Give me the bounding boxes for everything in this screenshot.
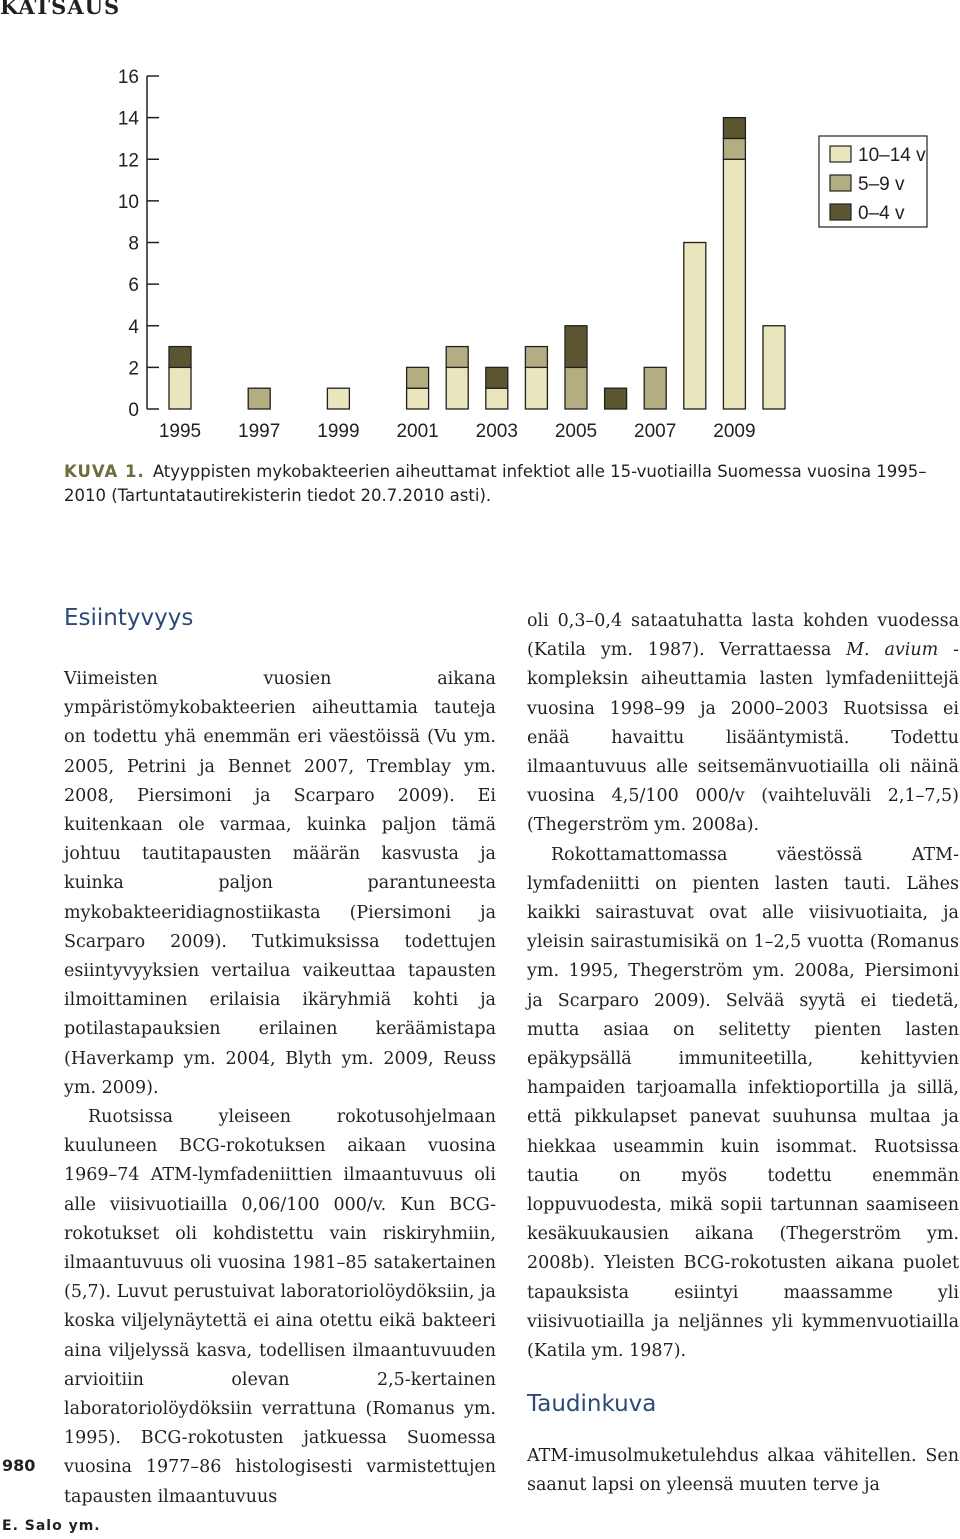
bar-segment xyxy=(565,367,587,409)
caption-label: KUVA 1. xyxy=(64,462,145,481)
page-number: 980 xyxy=(2,1456,36,1475)
bar-segment xyxy=(605,388,627,409)
paragraph: Ruotsissa yleiseen rokotusohjelmaan kuuluneen BCG-rokotuksen aikaan vuosina 1969–74 ATM-lymfadeniittien ilmaantuvuus oli alle viisivuotiailla 0,06/100 000/v. Kun BCG-rokotukset oli kohdistettu vain riskiryhmiin, ilmaantuvuus oli vuosina 1981–85 satakertainen (5,7). Luvut perustuivat laboratoriolöydöksiin, ja koska viljelynäytettä ei aina otettu eikä bakteeri aina viljelyssä kasva, todellisen ilmaantuvuuden arvioitiin olevan 2,5-kertainen laboratoriolöydöksiin verrattuna (Romanus ym. 1995). BCG-rokotusten jatkuessa Suomessa vuosina 1977–86 histologisesti varmistettujen tapausten ilmaantuvuus xyxy=(64,1107,496,1507)
bar-segment xyxy=(565,326,587,368)
x-tick-label: 2001 xyxy=(396,421,439,442)
bar-segment xyxy=(407,388,429,409)
stacked-bar-chart xyxy=(0,0,960,450)
x-axis xyxy=(159,421,756,442)
bar-segment xyxy=(525,347,547,368)
y-tick-label: 16 xyxy=(117,67,139,88)
x-tick-label: 1995 xyxy=(158,421,202,442)
bar-segment xyxy=(169,367,191,409)
legend-swatch xyxy=(830,204,851,220)
legend xyxy=(819,136,927,227)
bar-segment xyxy=(446,347,468,368)
bar-segment xyxy=(327,388,349,409)
x-tick-label: 2003 xyxy=(475,421,518,442)
y-tick-label: 14 xyxy=(117,108,139,130)
bar-segment xyxy=(723,118,745,139)
bar-segment xyxy=(486,367,508,388)
paragraph xyxy=(527,607,959,841)
right-column xyxy=(527,607,959,1501)
legend-entry: 5–9 v xyxy=(858,174,905,195)
section-heading-taudinkuva: Taudinkuva xyxy=(527,1391,657,1418)
bar-segment xyxy=(723,138,745,159)
bar-segment xyxy=(525,367,547,409)
x-tick-label: 1997 xyxy=(238,421,281,442)
bar-segment xyxy=(169,347,191,368)
paragraph: ATM-imusolmuketulehdus alkaa vähitellen. Sen saanut lapsi on yleensä muuten terve ja xyxy=(527,1446,959,1496)
bar-segment xyxy=(684,243,706,410)
bar-segment xyxy=(644,367,666,409)
figure-caption xyxy=(64,460,954,508)
y-tick-label: 8 xyxy=(128,233,139,255)
y-tick-label: 4 xyxy=(128,316,139,338)
y-tick-label: 10 xyxy=(117,191,139,213)
bar-segment xyxy=(248,388,270,409)
paragraph: Rokottamattomassa väestössä ATM-lymfadeniitti on pienten lasten tauti. Lähes kaikki sairastuvat ovat alle viisivuotiaita, ja yleisin sairastumisikä on 1–2,5 vuotta (Romanus ym. 1995, Thegerström ym. 2008a, Piersimoni ja Scarparo 2009). Selvää syytä ei tiedetä, mutta asiaa on selitetty pienten lasten epäkypsällä immuniteetilla, kehittyvien hampaiden tarjoamalla infektioportilla ja sillä, että pikkulapset panevat suuhunsa multaa ja hiekkaa useammin kuin isommat. Ruotsissa tautia on myös todettu enemmän loppuvuodesta, mikä sopii tartunnan saamiseen kesäkuukausien aikana (Thegerström ym. 2008b). Yleisten BCG-rokotusten aikana puolet tapauksista esiintyi maassamme yli viisivuotiailla ja neljännes yli kymmenvuotiailla (Katila ym. 1987). xyxy=(527,844,959,1362)
x-tick-label: 2007 xyxy=(634,421,677,442)
x-tick-label: 2005 xyxy=(554,421,598,442)
italic-species-name: M. avium xyxy=(846,640,939,661)
left-column xyxy=(64,665,496,1512)
bar-segment xyxy=(763,326,785,409)
x-tick-label: 1999 xyxy=(317,421,360,442)
legend-swatch xyxy=(830,146,851,162)
bars xyxy=(169,118,785,409)
section-heading-esiintyvyys: Esiintyvyys xyxy=(64,605,194,631)
y-axis xyxy=(118,67,159,421)
legend-entry: 10–14 v xyxy=(858,145,926,166)
text-run: -kompleksin aiheuttamia lasten lymfadeniittejä vuosina 1998–99 ja 2000–2003 Ruotsissa ei enää havaittu lisääntymistä. Todettu ilmaantuvuus alle seitsemänvuotiailla oli näinä vuosina 4,5/100 000/v (vaihteluväli 2,1–7,5) (Thegerström ym. 2008a). xyxy=(527,640,959,836)
paragraph: Viimeisten vuosien aikana ympäristömykobakteerien aiheuttamia tauteja on todettu yhä enemmän eri väestöissä (Vu ym. 2005, Petrini ja Bennet 2007, Tremblay ym. 2008, Piersimoni ja Scarparo 2009). Ei kuitenkaan ole varmaa, kuinka paljon tämä johtuu tautitapausten määrän kasvusta ja kuinka paljon parantuneesta mykobakteeridiagnostiikasta (Piersimoni ja Scarparo 2009). Tutkimuksissa todettujen esiintyvyyksien vertailua vaikeuttaa tapausten ilmoittaminen erilaisia ikäryhmiä kohti ja potilastapauksien erilainen keräämistapa (Haverkamp ym. 2004, Blyth ym. 2009, Reuss ym. 2009). xyxy=(64,669,496,1098)
y-tick-label: 2 xyxy=(128,358,139,380)
y-tick-label: 12 xyxy=(117,150,139,172)
legend-swatch xyxy=(830,175,851,191)
bar-segment xyxy=(446,367,468,409)
bar-segment xyxy=(486,388,508,409)
section-label: KATSAUS xyxy=(0,0,121,19)
y-tick-label: 6 xyxy=(128,275,139,297)
bar-segment xyxy=(723,159,745,409)
x-tick-label: 2009 xyxy=(713,421,756,442)
y-tick-label: 0 xyxy=(128,400,139,421)
caption-text: Atyyppisten mykobakteerien aiheuttamat infektiot alle 15-vuotiailla Suomessa vuosina 1995–2010 (Tartuntatautirekisterin tiedot 20.7.2010 asti). xyxy=(64,462,927,505)
legend-entry: 0–4 v xyxy=(858,203,905,224)
footer-author: E. Salo ym. xyxy=(2,1518,101,1534)
text-run: oli 0,3–0,4 sataatuhatta lasta kohden vuodessa (Katila ym. 1987). Verrattaessa xyxy=(527,611,959,661)
bar-segment xyxy=(407,367,429,388)
